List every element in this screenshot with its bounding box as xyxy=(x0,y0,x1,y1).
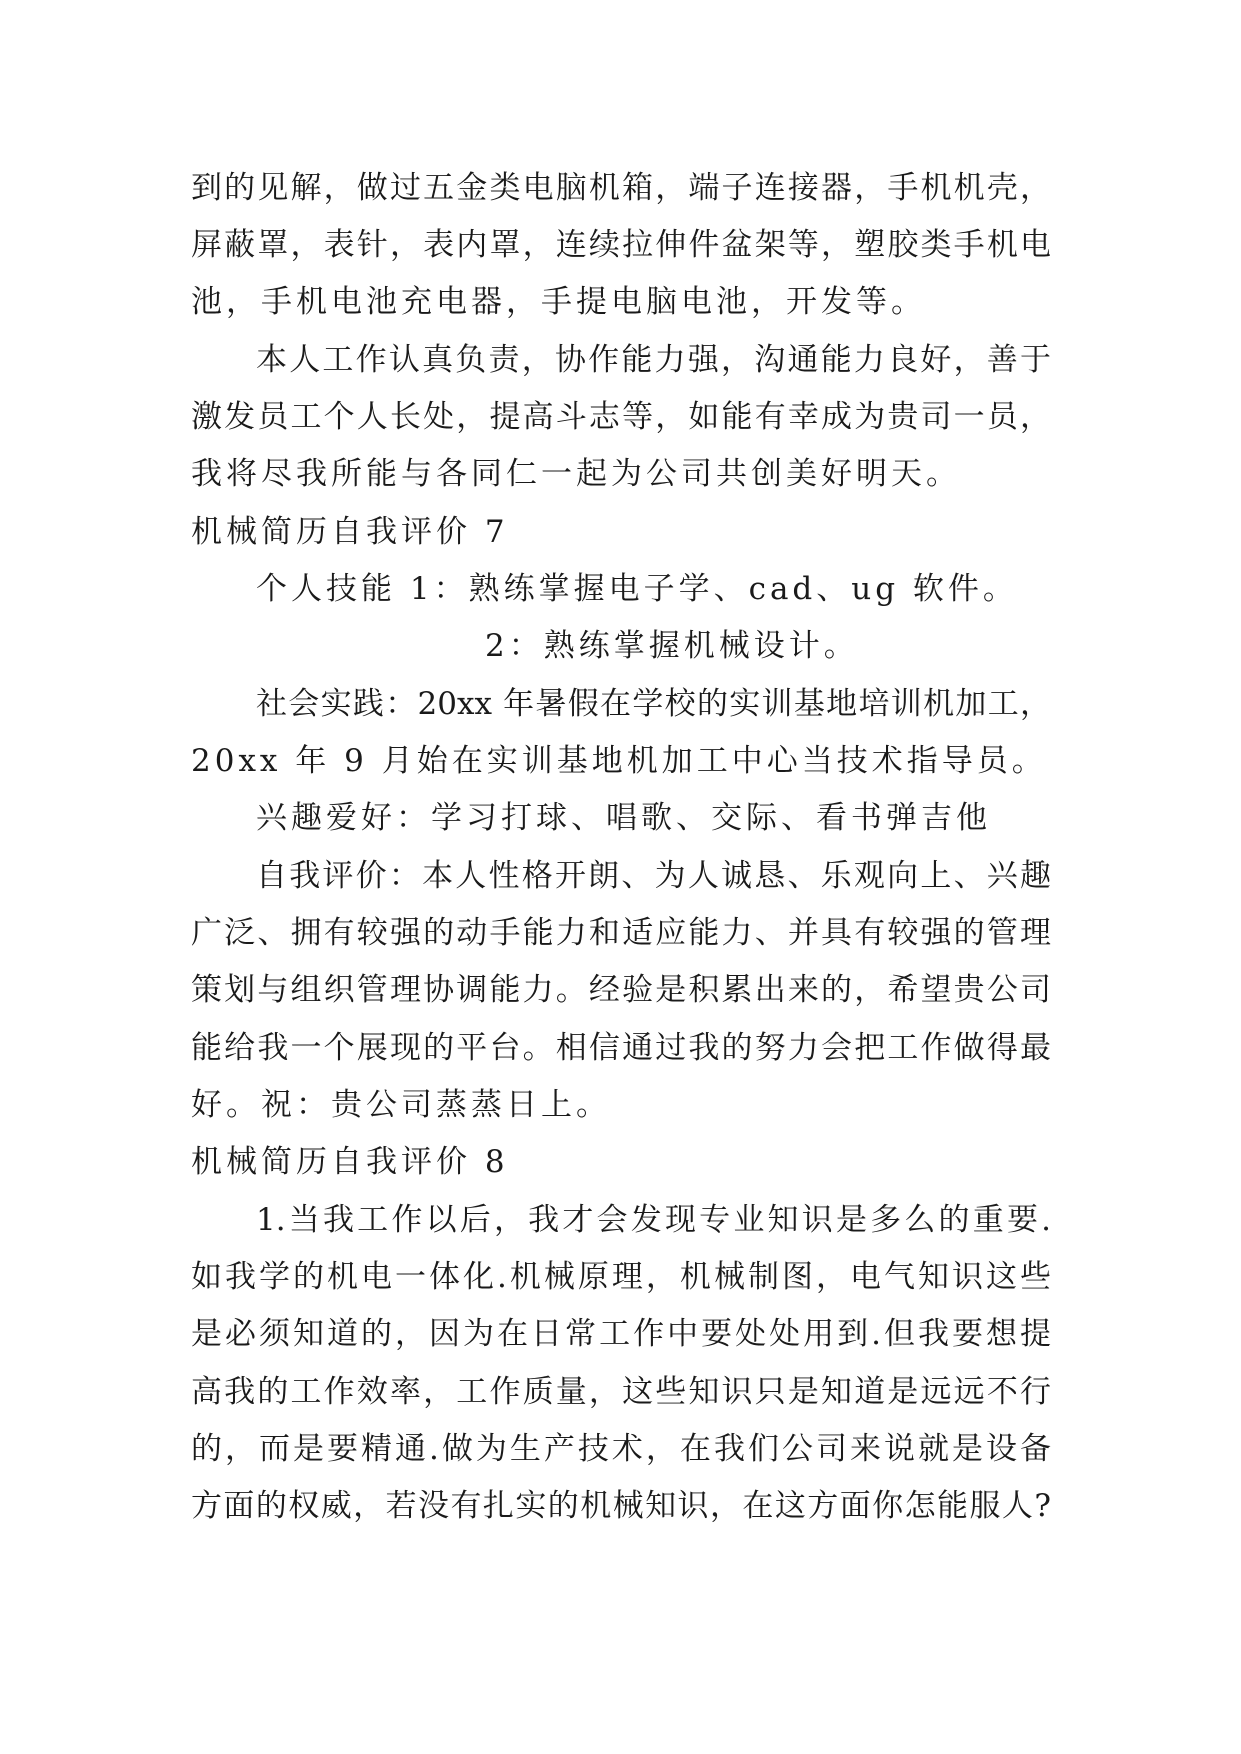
paragraph-line: 兴趣爱好：学习打球、唱歌、交际、看书弹吉他 xyxy=(256,800,991,836)
paragraph-line: 1.当我工作以后，我才会发现专业知识是多么的重要. xyxy=(256,1202,1051,1238)
paragraph-line: 我将尽我所能与各同仁一起为公司共创美好明天。 xyxy=(191,456,961,492)
paragraph-line: 2：熟练掌握机械设计。 xyxy=(485,628,859,664)
paragraph-line: 是必须知道的，因为在日常工作中要处处用到.但我要想提 xyxy=(191,1316,1051,1352)
paragraph-line: 高我的工作效率，工作质量，这些知识只是知道是远远不行 xyxy=(191,1374,1051,1410)
paragraph-line: 20xx 年 9 月始在实训基地机加工中心当技术指导员。 xyxy=(191,743,1047,779)
paragraph-line: 好。祝：贵公司蒸蒸日上。 xyxy=(191,1087,611,1123)
paragraph-line: 本人工作认真负责，协作能力强，沟通能力良好，善于 xyxy=(256,342,1051,378)
paragraph-line: 自我评价：本人性格开朗、为人诚恳、乐观向上、兴趣 xyxy=(256,858,1051,894)
paragraph-line: 能给我一个展现的平台。相信通过我的努力会把工作做得最 xyxy=(191,1030,1051,1066)
section-heading: 机械简历自我评价 7 xyxy=(191,514,509,550)
paragraph-line: 广泛、拥有较强的动手能力和适应能力、并具有较强的管理 xyxy=(191,915,1051,951)
section-heading: 机械简历自我评价 8 xyxy=(191,1144,509,1180)
paragraph-line: 到的见解，做过五金类电脑机箱，端子连接器，手机机壳， xyxy=(191,170,1051,206)
paragraph-line: 方面的权威，若没有扎实的机械知识，在这方面你怎能服人? xyxy=(191,1488,1051,1524)
paragraph-line: 如我学的机电一体化.机械原理，机械制图，电气知识这些 xyxy=(191,1259,1051,1295)
paragraph-line: 池，手机电池充电器，手提电脑电池，开发等。 xyxy=(191,284,926,320)
paragraph-line: 激发员工个人长处，提高斗志等，如能有幸成为贵司一员， xyxy=(191,399,1051,435)
paragraph-line: 屏蔽罩，表针，表内罩，连续拉伸件盆架等，塑胶类手机电 xyxy=(191,227,1051,263)
paragraph-line: 策划与组织管理协调能力。经验是积累出来的，希望贵公司 xyxy=(191,972,1051,1008)
paragraph-line: 个人技能 1：熟练掌握电子学、cad、ug 软件。 xyxy=(256,571,1018,607)
paragraph-line: 的，而是要精通.做为生产技术，在我们公司来说就是设备 xyxy=(191,1431,1051,1467)
paragraph-line: 社会实践：20xx 年暑假在学校的实训基地培训机加工， xyxy=(256,686,1051,722)
